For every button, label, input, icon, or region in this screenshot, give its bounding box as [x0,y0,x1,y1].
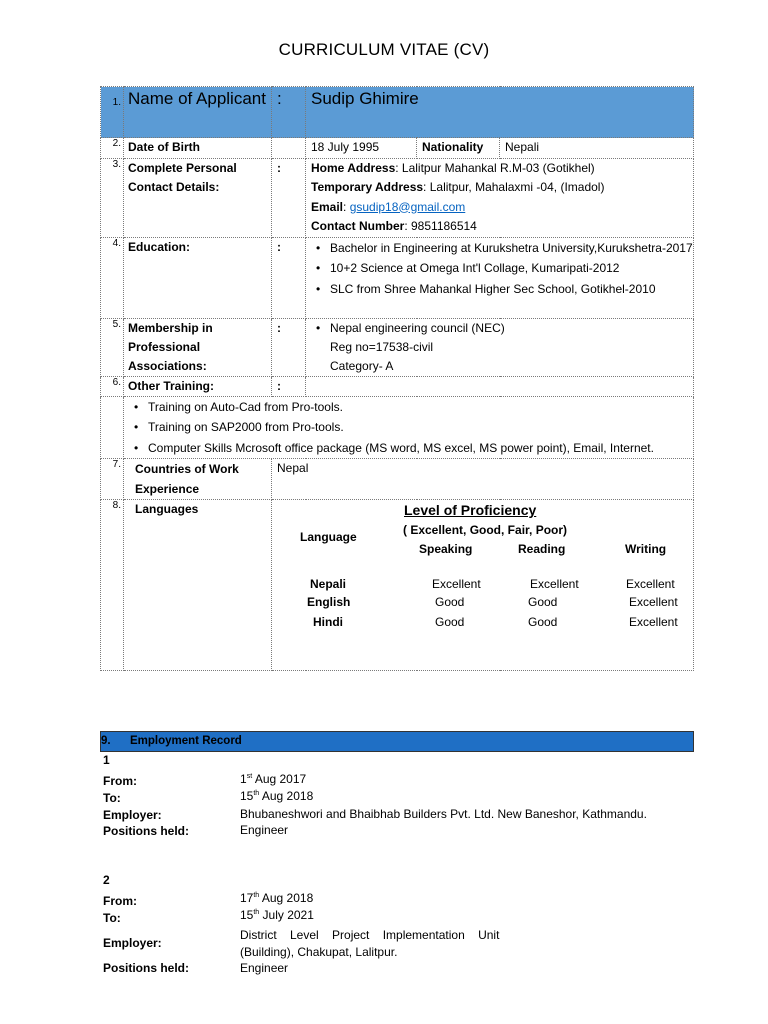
column-reading: Reading [518,542,566,556]
row-name [101,87,694,138]
membership-list [311,319,693,376]
record-index: 1 [103,753,110,767]
row-dob [101,138,694,159]
speaking-level: Good [435,615,465,629]
training-label: Other Training: [124,376,272,396]
document-title: CURRICULUM VITAE (CV) [278,40,490,59]
row-number: 5. [101,318,124,376]
speaking-level: Good [435,595,465,609]
dob-value: 18 July 1995 [306,138,417,159]
row-training-items [101,396,694,459]
to-label: To: [103,911,121,925]
from-label: From: [103,774,137,788]
writing-level: Excellent [629,615,678,629]
language-name: Nepali [310,577,347,591]
contact-details [306,158,694,237]
name-label: Name of Applicant [124,87,272,138]
to-label: To: [103,791,121,805]
employer-value: Bhubaneshwori and Bhaibhab Builders Pvt. Ltd. New Baneshor, Kathmandu. [240,807,647,821]
applicant-name: Sudip Ghimire [306,87,694,138]
language-proficiency [272,500,693,670]
positions-label: Positions held: [103,824,190,838]
list-item: • Computer Skills Mcrosoft office package (MS word, MS excel, MS power point), Email, Internet. [148,438,693,459]
reading-level: Excellent [530,577,579,591]
employment-record-header: 9. Employment Record [100,731,694,752]
proficiency-scale: ( Excellent, Good, Fair, Poor) [403,523,568,537]
from-value: 17th Aug 2018 [240,891,314,905]
positions-value: Engineer [240,961,289,975]
nationality-value: Nepali [500,138,694,159]
row-training-head [101,376,694,396]
reading-level: Good [528,615,558,629]
contact-number: Contact Number: 9851186514 [311,219,477,233]
colon: : [272,158,306,237]
from-value: 1st Aug 2017 [240,772,307,786]
row-number: 1. [101,87,124,138]
row-contact [101,158,694,237]
contact-label: Complete Personal Contact Details: [124,158,272,237]
email: Email: gsudip18@gmail.com [311,199,466,214]
language-name: Hindi [313,615,343,629]
colon: : [272,87,306,138]
row-number: 6. [101,376,124,396]
column-language: Language [300,530,357,544]
list-item: • Nepal engineering council (NEC) Reg no=17538-civil Category- A [330,319,693,376]
education-list [311,238,693,300]
column-writing: Writing [625,542,667,556]
row-membership [101,318,694,376]
writing-level: Excellent [626,577,675,591]
employment-record-title: Employment Record [130,735,242,747]
language-name: English [307,595,351,609]
column-speaking: Speaking [419,542,473,556]
nationality-label: Nationality [417,138,500,159]
countries-label: Countries of Work Experience [124,459,272,500]
to-value: 15th Aug 2018 [240,789,314,803]
row-number: 7. [101,459,124,500]
speaking-level: Excellent [432,577,481,591]
record-index: 2 [103,873,110,887]
training-list [129,397,693,459]
row-education [101,237,694,318]
employer-value: District Level Project Implementation Unit (Building), Chakupat, Lalitpur. [240,928,500,959]
list-item: • Training on Auto-Cad from Pro-tools. [148,397,693,418]
countries-value: Nepal [272,459,694,500]
row-number: 2. [101,138,124,159]
row-number: 4. [101,237,124,318]
email-link[interactable]: gsudip18@gmail.com [349,199,466,214]
row-countries [101,459,694,500]
proficiency-heading: Level of Proficiency [404,502,537,518]
positions-label: Positions held: [103,961,190,975]
education-label: Education: [124,237,272,318]
reading-level: Good [528,595,558,609]
row-languages [101,500,694,671]
cv-table [100,86,694,671]
list-item: • Bachelor in Engineering at Kurukshetra University,Kurukshetra-2017 [330,238,693,259]
list-item: • 10+2 Science at Omega Int'l Collage, Kumaripati-2012 [330,258,693,279]
writing-level: Excellent [629,595,678,609]
list-item: • SLC from Shree Mahankal Higher Sec School, Gotikhel-2010 [330,279,693,300]
membership-label: Membership in Professional Associations: [124,318,272,376]
languages-label: Languages [124,500,272,671]
colon: : [272,376,306,396]
temporary-address: Temporary Address: Lalitpur, Mahalaxmi -04, (Imadol) [311,180,605,194]
to-value: 15th July 2021 [240,908,314,922]
from-label: From: [103,894,137,908]
list-item: • Training on SAP2000 from Pro-tools. [148,417,693,438]
row-number: 3. [101,158,124,237]
positions-value: Engineer [240,823,289,837]
colon: : [272,237,306,318]
employer-label: Employer: [103,936,162,950]
colon: : [272,318,306,376]
dob-label: Date of Birth [124,138,272,159]
employer-label: Employer: [103,808,162,822]
row-number: 8. [101,500,124,671]
home-address: Home Address: Lalitpur Mahankal R.M-03 (Gotikhel) [311,160,595,175]
